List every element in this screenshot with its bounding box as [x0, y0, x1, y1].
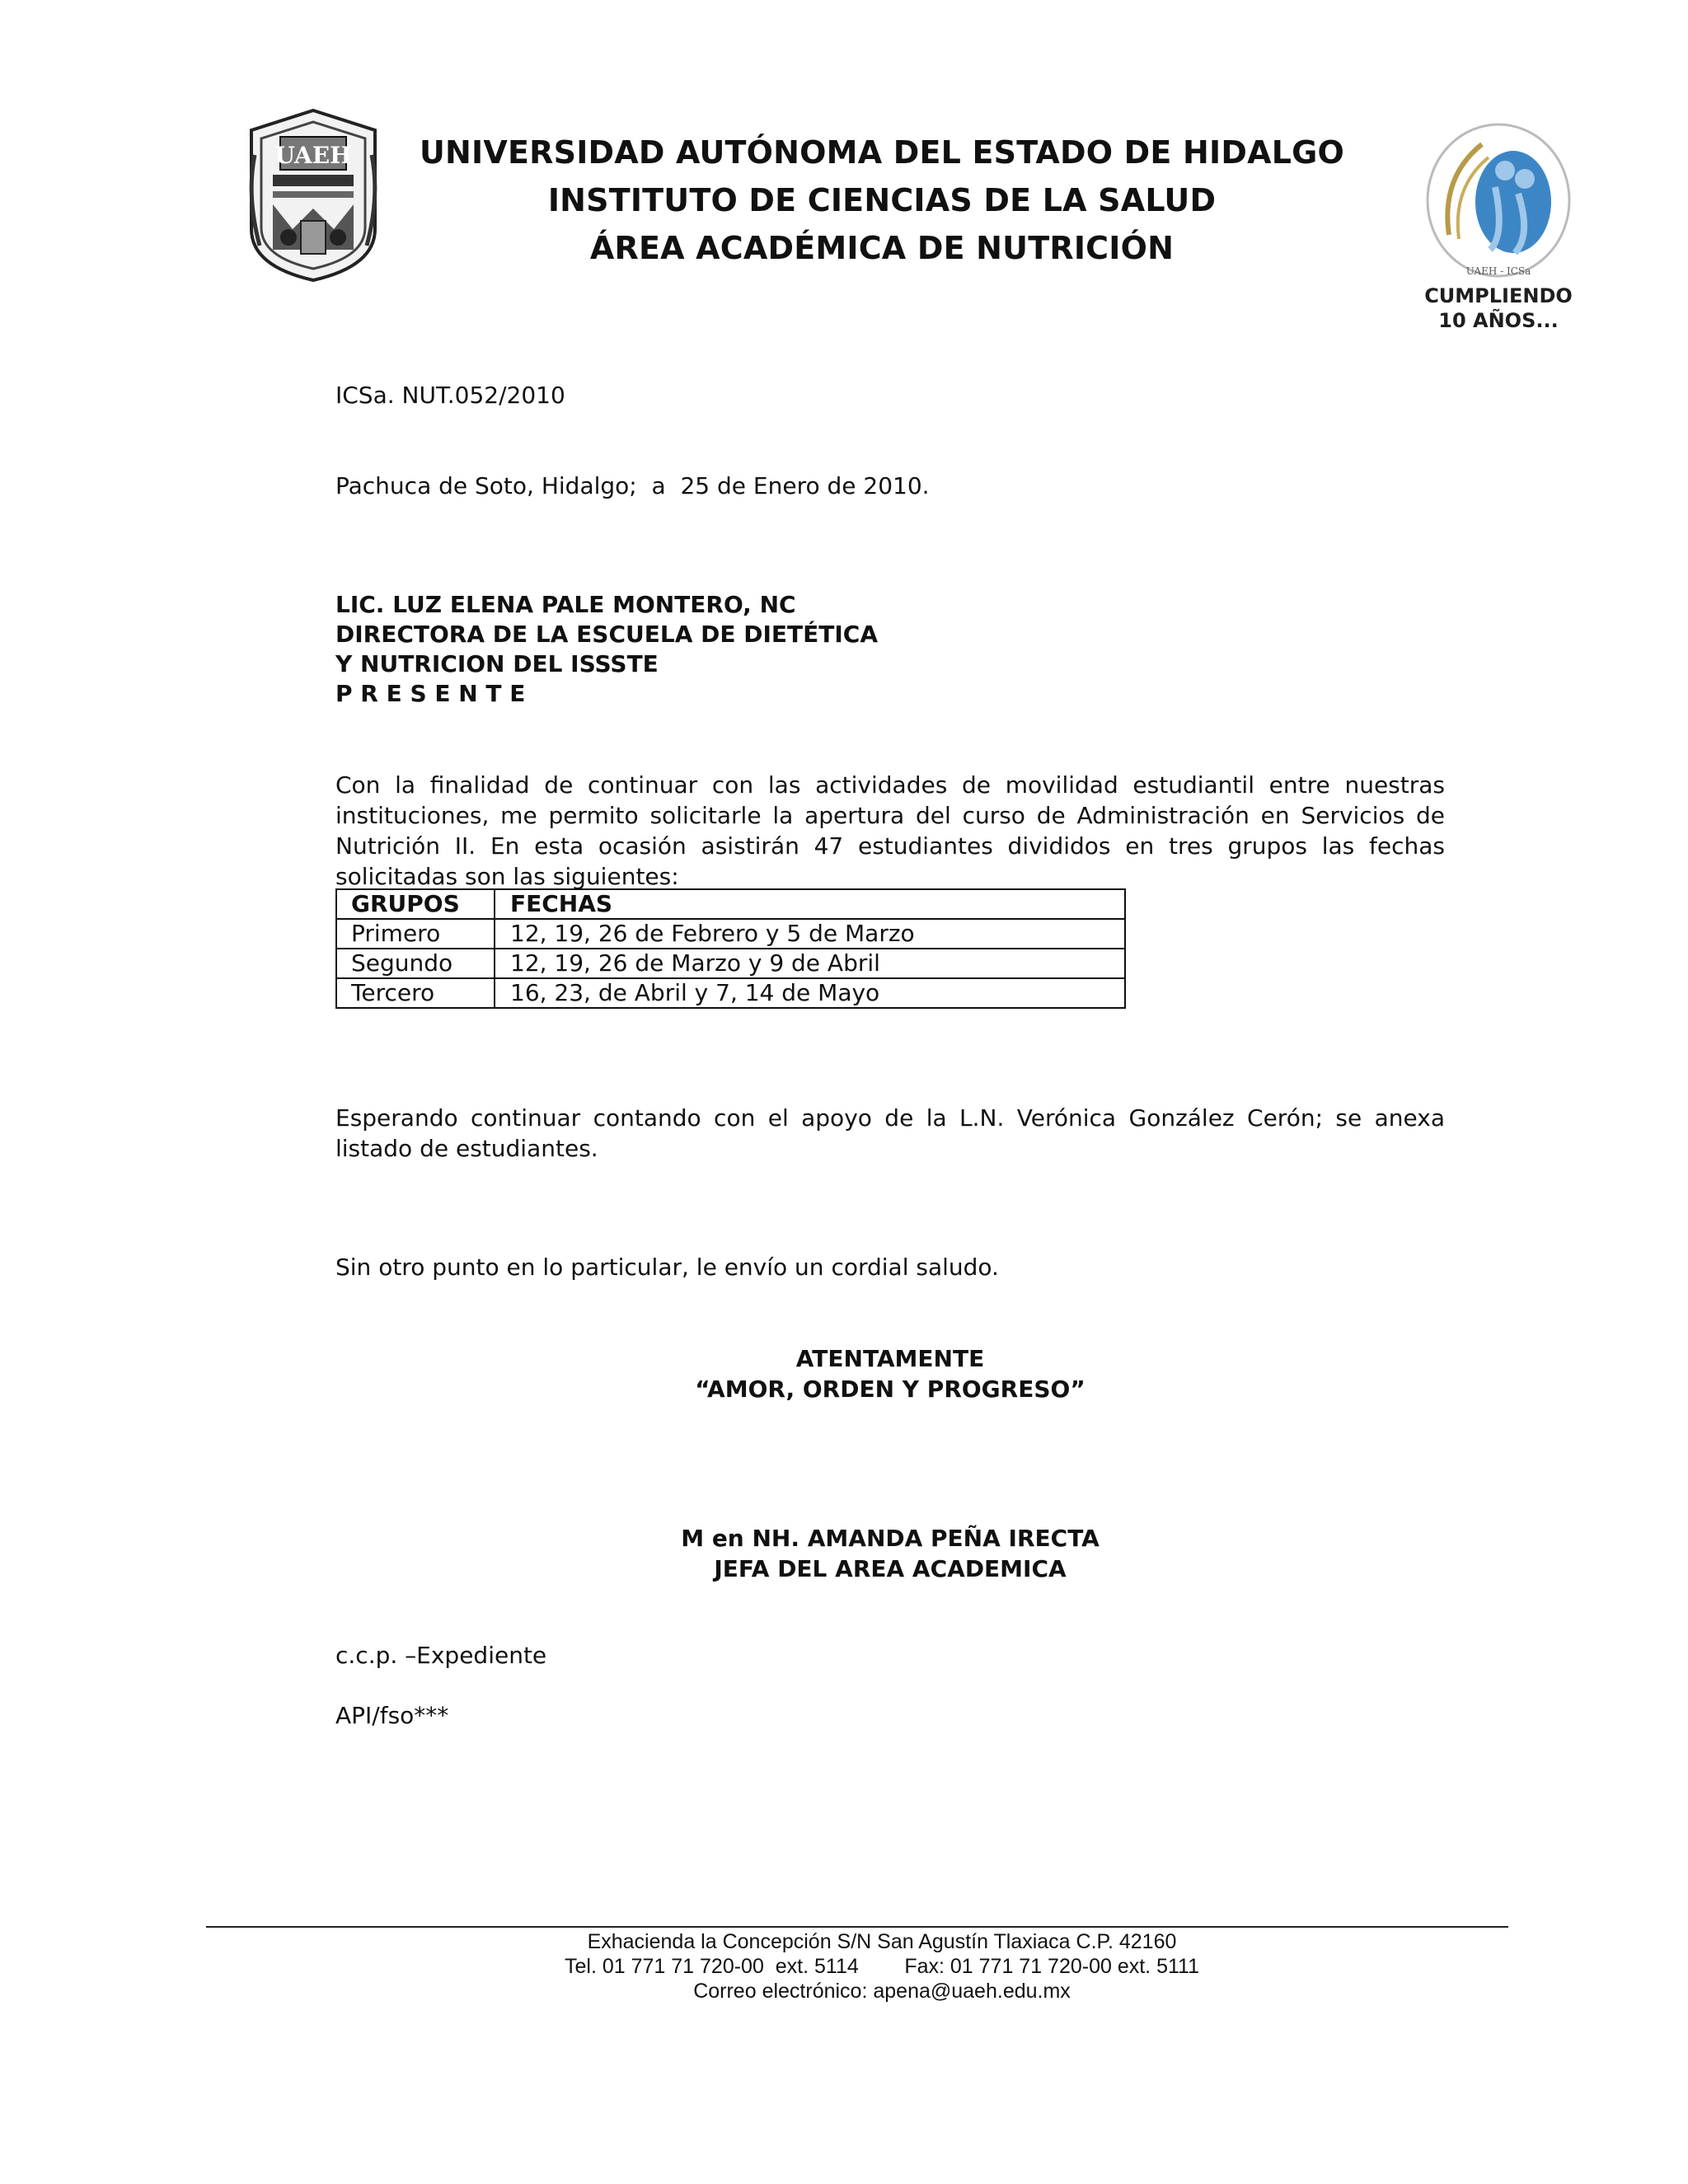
- anniversary-label-line1: CUMPLIENDO: [1424, 284, 1573, 307]
- footer-divider: [206, 1926, 1508, 1928]
- document-reference: ICSa. NUT.052/2010: [335, 382, 565, 409]
- table-header-fechas: FECHAS: [495, 889, 1125, 919]
- recipient-presente: P R E S E N T E: [335, 680, 526, 707]
- table-row: [336, 919, 1125, 949]
- university-motto: “AMOR, ORDEN Y PROGRESO”: [695, 1376, 1085, 1403]
- body-paragraph-request: Con la finalidad de continuar con las actividades de movilidad estudiantil entre nuestras instituciones, me permito solicitarle la apertura del curso de Administración en Servicios de Nutrición II. En esta ocasión asistirán 47 estudiantes divididos en tres grupos las fechas solicitadas son las siguientes:: [335, 771, 1445, 890]
- table-header-grupos: GRUPOS: [336, 889, 495, 919]
- svg-text:UAEH - ICSa: UAEH - ICSa: [1465, 265, 1531, 277]
- closing-line: Sin otro punto en lo particular, le envío un cordial saludo.: [335, 1254, 999, 1281]
- footer-phones: Tel. 01 771 71 720-00 ext. 5114 Fax: 01 771 71 720-00 ext. 5111: [565, 1955, 1199, 1978]
- signer-title: JEFA DEL AREA ACADEMICA: [714, 1555, 1067, 1582]
- academic-area-name: ÁREA ACADÉMICA DE NUTRICIÓN: [589, 230, 1175, 266]
- recipient-line: DIRECTORA DE LA ESCUELA DE DIETÉTICA: [335, 621, 878, 648]
- table-cell-dates: 16, 23, de Abril y 7, 14 de Mayo: [495, 978, 1125, 1008]
- anniversary-label-line2: 10 AÑOS...: [1438, 309, 1559, 332]
- place-and-date: Pachuca de Soto, Hidalgo; a 25 de Enero de 2010.: [335, 472, 930, 499]
- table-cell-dates: 12, 19, 26 de Marzo y 9 de Abril: [495, 949, 1125, 978]
- table-cell-group: Tercero: [336, 978, 495, 1008]
- carbon-copy-line: c.c.p. –Expediente: [335, 1642, 547, 1669]
- table-cell-dates: 12, 19, 26 de Febrero y 5 de Marzo: [495, 919, 1125, 949]
- uaeh-seal-logo: [243, 105, 383, 285]
- body-paragraph-support: Esperando continuar contando con el apoyo de la L.N. Verónica González Cerón; se anexa listado de estudiantes.: [335, 1104, 1445, 1162]
- recipient-line: Y NUTRICION DEL ISSSTE: [335, 650, 659, 677]
- table-row: [336, 949, 1125, 978]
- footer-email: Correo electrónico: apena@uaeh.edu.mx: [693, 1980, 1071, 2003]
- schedule-table: [335, 888, 1126, 1009]
- table-header-row: [336, 889, 1125, 919]
- atentamente-label: ATENTAMENTE: [795, 1345, 985, 1372]
- footer-address: Exhacienda la Concepción S/N San Agustín Tlaxiaca C.P. 42160: [587, 1930, 1177, 1953]
- table-row: [336, 978, 1125, 1008]
- signer-name: M en NH. AMANDA PEÑA IRECTA: [681, 1525, 1100, 1552]
- university-name: UNIVERSIDAD AUTÓNOMA DEL ESTADO DE HIDALGO: [420, 134, 1344, 171]
- svg-text:UAEH: UAEH: [274, 142, 352, 169]
- table-cell-group: Primero: [336, 919, 495, 949]
- typist-initials: API/fso***: [335, 1702, 449, 1729]
- institute-name: INSTITUTO DE CIENCIAS DE LA SALUD: [547, 182, 1217, 218]
- table-cell-group: Segundo: [336, 949, 495, 978]
- recipient-line: LIC. LUZ ELENA PALE MONTERO, NC: [335, 591, 796, 618]
